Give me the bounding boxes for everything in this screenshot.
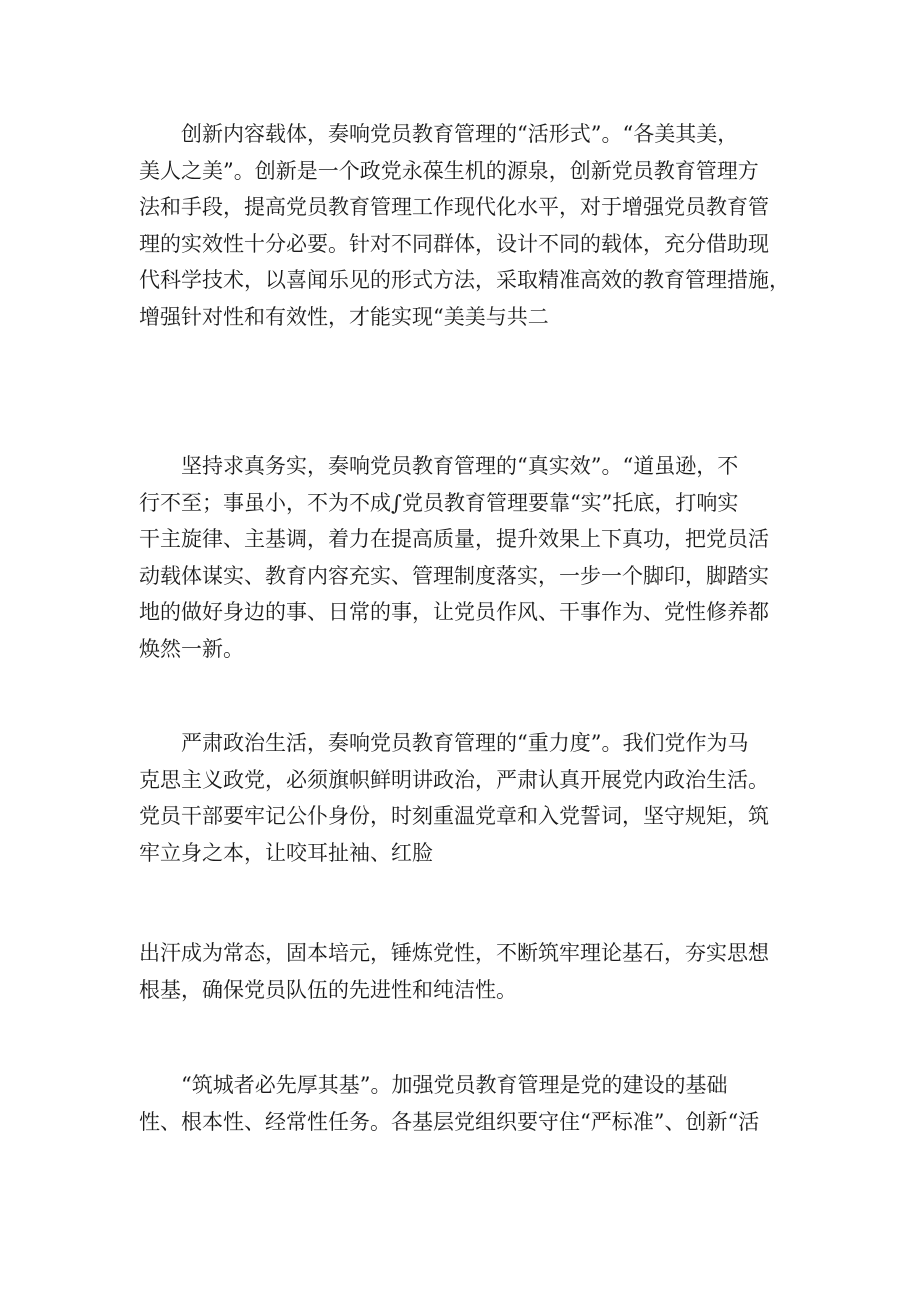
paragraph-line: 性、根本性、经常性任务。各基层党组织要守住“严标准”、创新“活 [139,1109,760,1134]
paragraph-continuation [139,935,799,1008]
paragraph-political-life [139,725,799,871]
paragraph-line: 出汗成为常态，固本培元，锤炼党性，不断筑牢理论基石，夯实思想 [139,941,769,965]
paragraph-line: “筑城者必先厚其基”。加强党员教育管理是党的建设的基础 [139,1073,728,1097]
paragraph-line: 法和手段，提高党员教育管理工作现代化水平，对于增强党员教育管 [139,195,769,219]
paragraph-line: 干主旋律、主基调，着力在提高质量，提升效果上下真功，把党员活 [139,527,769,551]
paragraph-line: 理的实效性十分必要。针对不同群体，设计不同的载体，充分借助现 [139,231,769,256]
paragraph-line: 党员干部要牢记公仆身份，时刻重温党章和入党誓词，坚守规矩，筑 [139,804,769,828]
paragraph-line: 行不至；事虽小，不为不成∫党员教育管理要靠“实”托底，打响实 [139,490,739,515]
paragraph-truth-seeking [139,448,799,667]
paragraph-line: 地的做好身边的事、日常的事，让党员作风、干事作为、党性修养都 [139,600,769,624]
paragraph-line: 美人之美”。创新是一个政党永葆生机的源泉，创新党员教育管理方 [139,158,759,183]
paragraph-line: 增强针对性和有效性，才能实现“美美与共二 [139,304,549,329]
paragraph-line: 克思主义政党，必须旗帜鲜明讲政治，严肃认真开展党内政治生活。 [139,767,769,792]
paragraph-line: 严肃政治生活，奏响党员教育管理的“重力度”。我们党作为马 [139,731,749,755]
paragraph-line: 创新内容载体，奏响党员教育管理的“活形式”。“各美其美， [139,122,739,146]
paragraph-line: 动载体谋实、教育内容充实、管理制度落实，一步一个脚印，脚踏实 [139,563,769,588]
paragraph-foundation [139,1067,799,1140]
paragraph-line: 代科学技术，以喜闻乐见的形式方法，采取精准高效的教育管理措施， [139,268,790,292]
paragraph-line: 坚持求真务实，奏响党员教育管理的“真实效”。“道虽逊，不 [139,454,739,478]
paragraph-innovation [139,116,799,335]
paragraph-line: 焕然一新。 [139,636,244,661]
paragraph-line: 牢立身之本，让咬耳扯袖、红脸 [139,840,433,865]
paragraph-line: 根基，确保党员队伍的先进性和纯洁性。 [139,977,517,1002]
